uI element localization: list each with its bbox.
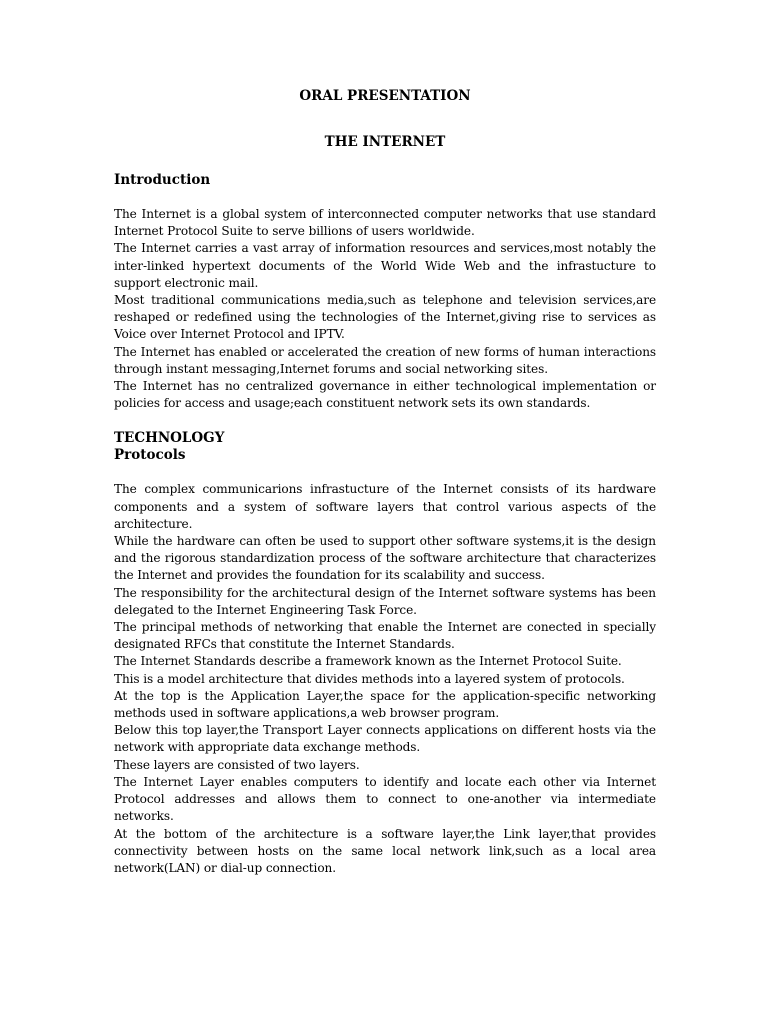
technology-body [114,481,656,877]
paragraph: The Internet Layer enables computers to identify and locate each other via Internet Protocol addresses and allows them to connect to one-another via intermediate networks. [114,774,656,824]
section-heading-introduction: Introduction [114,172,211,188]
section-heading-technology: TECHNOLOGY [114,430,225,447]
paragraph: The principal methods of networking that enable the Internet are conected in specially designated RFCs that constitute the Internet Standards. [114,620,656,652]
paragraph: This is a model architecture that divides methods into a layered system of protocols. [114,671,625,686]
introduction-body [114,206,656,412]
paragraph: The Internet is a global system of interconnected computer networks that use standard Internet Protocol Suite to serve billions of users worldwide. [114,207,656,239]
paragraph: At the bottom of the architecture is a software layer,the Link layer,that provides connectivity between hosts on the same local network link,such as a local area network(LAN) or dial-up connection. [114,826,656,875]
paragraph: These layers are consisted of two layers. [114,757,360,772]
paragraph: While the hardware can often be used to support other software systems,it is the design and the rigorous standardization process of the software architecture that characterizes the Internet and provides the foundation for its scalability and success. [114,534,656,583]
paragraph: The responsibility for the architectural design of the Internet software systems has been delegated to the Internet Engineering Task Force. [114,585,656,617]
document-title: ORAL PRESENTATION [299,88,471,104]
section-subheading-protocols: Protocols [114,447,186,464]
paragraph: The Internet has enabled or accelerated the creation of new forms of human interactions through instant messaging,Internet forums and social networking sites. [114,344,656,376]
document-subtitle: THE INTERNET [324,134,446,150]
paragraph: Most traditional communications media,such as telephone and television services,are reshaped or redefined using the technologies of the Internet,giving rise to services as Voice over Internet Protocol and IPTV. [114,293,656,342]
paragraph: At the top is the Application Layer,the space for the application-specific networking methods used in software applications,a web browser program. [114,688,656,721]
document-page [114,88,656,877]
paragraph: The Internet Standards describe a framework known as the Internet Protocol Suite. [114,654,622,669]
paragraph: The Internet carries a vast array of information resources and services,most notably the inter-linked hypertext documents of the World Wide Web and the infrastucture to support electronic mail. [114,241,656,290]
paragraph: Below this top layer,the Transport Layer connects applications on different hosts via the network with appropriate data exchange methods. [114,723,656,755]
paragraph: The Internet has no centralized governance in either technological implementation or policies for access and usage;each constituent network sets its own standards. [114,379,656,411]
paragraph: The complex communicarions infrastucture of the Internet consists of its hardware components and a system of software layers that control various aspects of the architecture. [114,482,656,531]
